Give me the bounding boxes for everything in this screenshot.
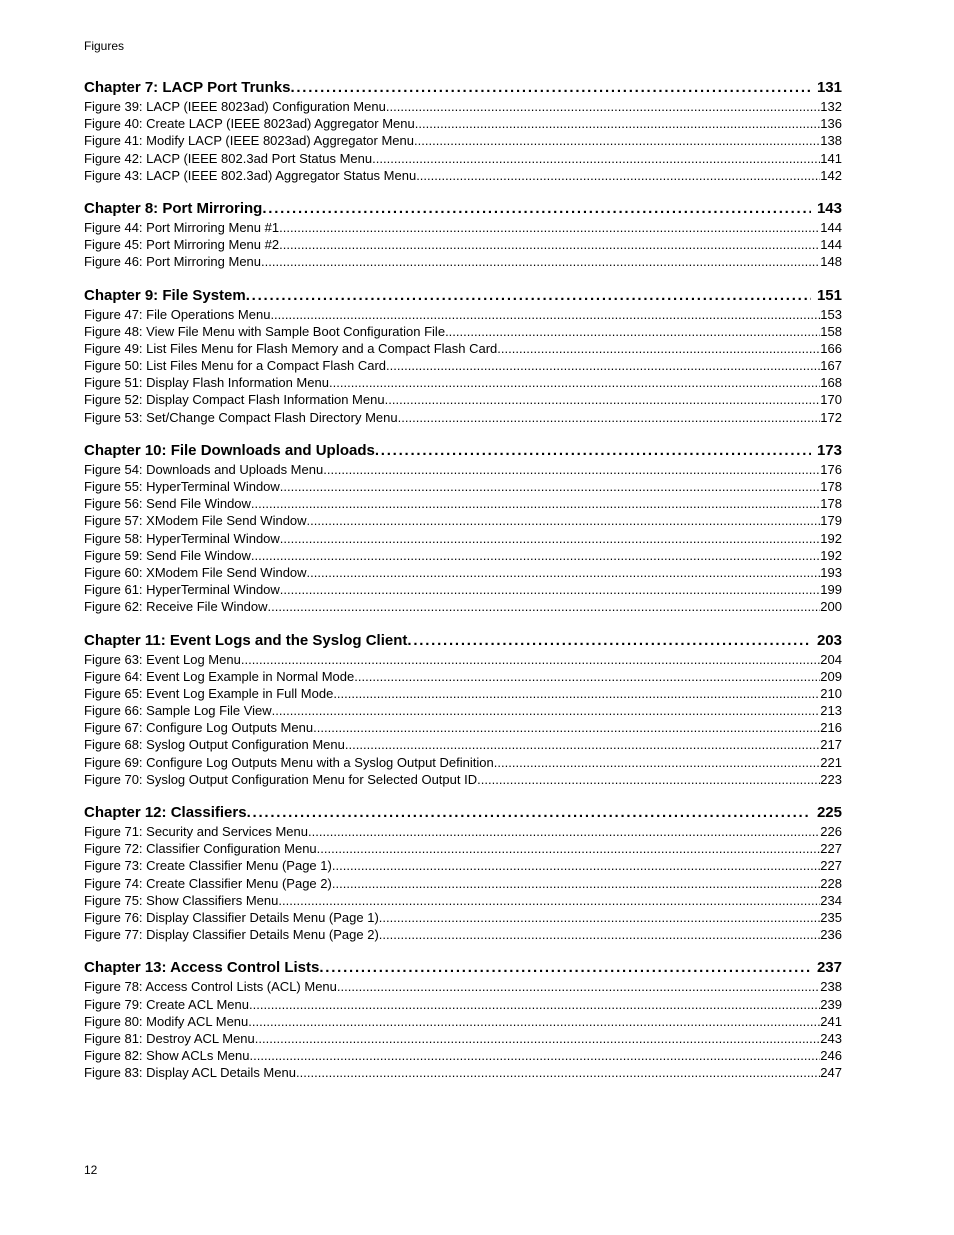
- dot-leader: [332, 857, 820, 874]
- chapter-entry-page: 225: [816, 804, 842, 821]
- figure-entry-title: Figure 65: Event Log Example in Full Mode: [84, 685, 334, 701]
- figure-entry-title: Figure 40: Create LACP (IEEE 8023ad) Aggregator Menu: [84, 116, 415, 132]
- figure-entry-title: Figure 54: Downloads and Uploads Menu: [84, 461, 324, 477]
- figure-entry-page: 192: [820, 547, 842, 563]
- figure-entry-title: Figure 72: Classifier Configuration Menu: [84, 841, 317, 857]
- chapter-entry-title: Chapter 13: Access Control Lists: [84, 959, 320, 977]
- figure-entry[interactable]: [84, 1030, 842, 1047]
- dot-leader: [251, 547, 820, 564]
- figure-entry[interactable]: [84, 219, 842, 236]
- dot-leader: [280, 478, 821, 495]
- figure-entry-title: Figure 57: XModem File Send Window: [84, 513, 307, 529]
- figure-entry-page: 141: [820, 150, 842, 166]
- figure-entry-page: 200: [820, 599, 842, 615]
- figure-entry[interactable]: [84, 1064, 842, 1081]
- dot-leader: [307, 512, 821, 529]
- figure-entry-page: 153: [820, 306, 842, 322]
- dot-leader: [415, 115, 821, 132]
- chapter-entry-page: 151: [816, 286, 842, 304]
- figure-entry[interactable]: [84, 495, 842, 512]
- figure-entry[interactable]: [84, 530, 842, 547]
- figure-entry-title: Figure 53: Set/Change Compact Flash Directory Menu: [84, 409, 398, 425]
- dot-leader: [280, 581, 821, 598]
- figure-entry-page: 167: [820, 358, 842, 374]
- figure-entry-title: Figure 49: List Files Menu for Flash Memory and a Compact Flash Card: [84, 340, 498, 356]
- figure-entry-title: Figure 43: LACP (IEEE 802.3ad) Aggregator Status Menu: [84, 167, 417, 183]
- figure-entry-page: 226: [820, 824, 842, 839]
- figure-entry-page: 136: [820, 116, 842, 132]
- figure-entry[interactable]: [84, 374, 842, 391]
- toc-section: [84, 803, 842, 943]
- figure-entry-page: 168: [820, 375, 842, 391]
- figure-entry-page: 236: [820, 927, 842, 943]
- figure-entry-page: 213: [820, 703, 842, 719]
- figure-entry-page: 192: [820, 530, 842, 546]
- figure-entry[interactable]: [84, 996, 842, 1013]
- figure-entry-page: 216: [820, 720, 842, 736]
- figure-entry[interactable]: [84, 98, 842, 115]
- figure-entry-title: Figure 64: Event Log Example in Normal Mode: [84, 668, 355, 684]
- figure-entry[interactable]: [84, 771, 842, 788]
- figure-entry-title: Figure 73: Create Classifier Menu (Page 1): [84, 858, 332, 874]
- figure-entry-title: Figure 55: HyperTerminal Window: [84, 479, 280, 494]
- figure-entry[interactable]: [84, 1013, 842, 1030]
- figure-entry-page: 235: [820, 909, 842, 925]
- figure-entry[interactable]: [84, 547, 842, 564]
- figure-entry-title: Figure 52: Display Compact Flash Information Menu: [84, 392, 385, 408]
- figure-entry[interactable]: [84, 391, 842, 408]
- dot-leader: [278, 892, 820, 909]
- figure-entry[interactable]: [84, 598, 842, 615]
- chapter-entry-page: 173: [816, 441, 842, 459]
- figure-entry-title: Figure 74: Create Classifier Menu (Page 2): [84, 875, 332, 891]
- dot-leader: [246, 286, 811, 306]
- figure-entry-title: Figure 75: Show Classifiers Menu: [84, 892, 279, 908]
- figure-entry-title: Figure 80: Modify ACL Menu: [84, 1013, 249, 1029]
- figure-entry-title: Figure 45: Port Mirroring Menu #2: [84, 237, 280, 253]
- figure-entry-title: Figure 46: Port Mirroring Menu: [84, 254, 262, 270]
- dot-leader: [416, 167, 820, 184]
- figure-entry-title: Figure 69: Configure Log Outputs Menu with a Syslog Output Definition: [84, 754, 494, 770]
- dot-leader: [337, 978, 820, 995]
- figure-entry-title: Figure 82: Show ACLs Menu: [84, 1048, 250, 1064]
- toc-section: [84, 286, 842, 426]
- figure-entry-title: Figure 50: List Files Menu for a Compact Flash Card: [84, 358, 387, 374]
- dot-leader: [345, 736, 820, 753]
- figure-entry-page: 144: [820, 237, 842, 253]
- dot-leader: [251, 495, 820, 512]
- dot-leader: [379, 909, 821, 926]
- dot-leader: [249, 1047, 820, 1064]
- toc-section: [84, 441, 842, 616]
- dot-leader: [445, 323, 820, 340]
- chapter-entry[interactable]: [84, 286, 842, 306]
- figure-entry-page: 176: [820, 461, 842, 477]
- figure-entry[interactable]: [84, 132, 842, 149]
- figure-entry-page: 179: [820, 513, 842, 529]
- figure-entry-title: Figure 56: Send File Window: [84, 496, 251, 512]
- figure-entry[interactable]: [84, 150, 842, 167]
- figure-entry-title: Figure 81: Destroy ACL Menu: [84, 1030, 255, 1046]
- figure-entry[interactable]: [84, 581, 842, 598]
- dot-leader: [308, 823, 820, 840]
- figure-entry-page: 228: [820, 875, 842, 891]
- figure-entry[interactable]: [84, 1047, 842, 1064]
- dot-leader: [329, 374, 820, 391]
- dot-leader: [262, 199, 811, 219]
- dot-leader: [249, 996, 820, 1013]
- dot-leader: [255, 1030, 821, 1047]
- dot-leader: [354, 668, 820, 685]
- dot-leader: [317, 840, 821, 857]
- figure-entry[interactable]: [84, 892, 842, 909]
- dot-leader: [332, 875, 820, 892]
- dot-leader: [386, 98, 820, 115]
- figure-entry-page: 193: [820, 564, 842, 580]
- figure-entry-page: 199: [820, 582, 842, 598]
- dot-leader: [386, 357, 820, 374]
- figure-entry-page: 246: [820, 1048, 842, 1064]
- dot-leader: [375, 441, 811, 461]
- figure-entry[interactable]: [84, 167, 842, 184]
- dot-leader: [379, 926, 821, 943]
- figure-entry[interactable]: [84, 719, 842, 736]
- running-head: Figures: [84, 39, 125, 53]
- figure-entry-title: Figure 42: LACP (IEEE 802.3ad Port Status Menu: [84, 150, 373, 166]
- figure-entry-page: 178: [820, 479, 842, 494]
- figure-entry-page: 223: [820, 771, 842, 787]
- chapter-entry-page: 237: [816, 959, 842, 977]
- dot-leader: [323, 461, 820, 478]
- figure-entry-title: Figure 58: HyperTerminal Window: [84, 530, 280, 546]
- figure-entry-page: 144: [820, 219, 842, 235]
- dot-leader: [398, 409, 821, 426]
- figure-entry[interactable]: [84, 253, 842, 270]
- table-of-figures: [84, 78, 842, 1096]
- figure-entry[interactable]: [84, 340, 842, 357]
- figure-entry-page: 142: [820, 167, 842, 183]
- figure-entry[interactable]: [84, 926, 842, 943]
- chapter-entry-title: Chapter 11: Event Logs and the Syslog Client: [84, 631, 408, 649]
- toc-section: [84, 958, 842, 1081]
- figure-entry-title: Figure 62: Receive File Window: [84, 599, 268, 615]
- figure-entry-page: 227: [820, 841, 842, 857]
- figure-entry-title: Figure 63: Event Log Menu: [84, 651, 241, 667]
- toc-section: [84, 78, 842, 184]
- chapter-entry[interactable]: [84, 803, 842, 823]
- figure-entry-title: Figure 60: XModem File Send Window: [84, 564, 307, 580]
- figure-entry-title: Figure 68: Syslog Output Configuration Menu: [84, 737, 345, 753]
- figure-entry-page: 204: [820, 651, 842, 667]
- figure-entry-page: 217: [820, 737, 842, 753]
- figure-entry-title: Figure 66: Sample Log File View: [84, 703, 272, 719]
- figure-entry-page: 227: [820, 858, 842, 874]
- dot-leader: [494, 754, 821, 771]
- figure-entry-title: Figure 41: Modify LACP (IEEE 8023ad) Aggregator Menu: [84, 133, 415, 149]
- toc-section: [84, 199, 842, 271]
- chapter-entry-title: Chapter 10: File Downloads and Uploads: [84, 441, 375, 459]
- figure-entry[interactable]: [84, 115, 842, 132]
- figure-entry-page: 158: [820, 323, 842, 339]
- dot-leader: [279, 219, 820, 236]
- figure-entry-page: 238: [820, 979, 842, 995]
- figure-entry-title: Figure 44: Port Mirroring Menu #1: [84, 219, 280, 235]
- figure-entry-title: Figure 83: Display ACL Details Menu: [84, 1065, 296, 1081]
- page-number: 12: [84, 1163, 98, 1177]
- figure-entry-page: 247: [820, 1065, 842, 1081]
- figure-entry-title: Figure 77: Display Classifier Details Menu (Page 2): [84, 927, 379, 943]
- figure-entry-page: 239: [820, 996, 842, 1012]
- chapter-entry-title: Chapter 12: Classifiers: [84, 804, 247, 821]
- dot-leader: [407, 631, 811, 651]
- chapter-entry-title: Chapter 9: File System: [84, 286, 246, 304]
- dot-leader: [333, 685, 820, 702]
- dot-leader: [385, 391, 821, 408]
- figure-entry-title: Figure 70: Syslog Output Configuration Menu for Selected Output ID: [84, 771, 478, 787]
- figure-entry[interactable]: [84, 857, 842, 874]
- figure-entry[interactable]: [84, 357, 842, 374]
- chapter-entry[interactable]: [84, 441, 842, 461]
- figure-entry-page: 221: [820, 754, 842, 770]
- figure-entry[interactable]: [84, 478, 842, 495]
- figure-entry-title: Figure 61: HyperTerminal Window: [84, 582, 280, 598]
- dot-leader: [290, 78, 811, 98]
- chapter-entry-title: Chapter 8: Port Mirroring: [84, 199, 263, 217]
- figure-entry[interactable]: [84, 651, 842, 668]
- dot-leader: [319, 958, 811, 978]
- dot-leader: [313, 719, 820, 736]
- figure-entry-title: Figure 47: File Operations Menu: [84, 306, 271, 322]
- figure-entry[interactable]: [84, 754, 842, 771]
- figure-entry-title: Figure 48: View File Menu with Sample Boot Configuration File: [84, 323, 446, 339]
- dot-leader: [247, 803, 811, 823]
- figure-entry-title: Figure 79: Create ACL Menu: [84, 996, 249, 1012]
- figure-entry-page: 234: [820, 892, 842, 908]
- figure-entry-title: Figure 59: Send File Window: [84, 547, 251, 563]
- figure-entry[interactable]: [84, 668, 842, 685]
- figure-entry-page: 148: [820, 254, 842, 270]
- dot-leader: [414, 132, 820, 149]
- figure-entry[interactable]: [84, 840, 842, 857]
- chapter-entry-page: 131: [816, 79, 842, 96]
- figure-entry[interactable]: [84, 236, 842, 253]
- dot-leader: [307, 564, 821, 581]
- figure-entry[interactable]: [84, 323, 842, 340]
- figure-entry[interactable]: [84, 978, 842, 995]
- figure-entry-page: 166: [820, 340, 842, 356]
- dot-leader: [241, 651, 820, 668]
- figure-entry[interactable]: [84, 409, 842, 426]
- figure-entry-page: 170: [820, 392, 842, 408]
- chapter-entry[interactable]: [84, 631, 842, 651]
- dot-leader: [268, 598, 821, 615]
- figure-entry-title: Figure 76: Display Classifier Details Menu (Page 1): [84, 909, 379, 925]
- figure-entry-title: Figure 78: Access Control Lists (ACL) Menu: [84, 979, 337, 995]
- figure-entry[interactable]: [84, 461, 842, 478]
- dot-leader: [372, 150, 820, 167]
- figure-entry-page: 132: [820, 99, 842, 114]
- figure-entry-title: Figure 51: Display Flash Information Menu: [84, 375, 329, 391]
- chapter-entry-title: Chapter 7: LACP Port Trunks: [84, 79, 291, 96]
- figure-entry-title: Figure 67: Configure Log Outputs Menu: [84, 720, 314, 736]
- figure-entry[interactable]: [84, 564, 842, 581]
- figure-entry-page: 178: [820, 496, 842, 512]
- figure-entry-title: Figure 71: Security and Services Menu: [84, 824, 308, 839]
- dot-leader: [270, 306, 820, 323]
- dot-leader: [477, 771, 820, 788]
- figure-entry-page: 241: [820, 1013, 842, 1029]
- figure-entry[interactable]: [84, 909, 842, 926]
- dot-leader: [248, 1013, 820, 1030]
- dot-leader: [272, 702, 821, 719]
- dot-leader: [279, 236, 820, 253]
- figure-entry[interactable]: [84, 823, 842, 840]
- figure-entry-page: 243: [820, 1030, 842, 1046]
- chapter-entry[interactable]: [84, 199, 842, 219]
- chapter-entry[interactable]: [84, 78, 842, 98]
- figure-entry-page: 210: [820, 685, 842, 701]
- figure-entry-page: 172: [820, 409, 842, 425]
- dot-leader: [497, 340, 820, 357]
- chapter-entry-page: 143: [816, 199, 842, 217]
- chapter-entry[interactable]: [84, 958, 842, 978]
- figure-entry[interactable]: [84, 306, 842, 323]
- figure-entry-page: 138: [820, 133, 842, 149]
- figure-entry[interactable]: [84, 702, 842, 719]
- figure-entry[interactable]: [84, 685, 842, 702]
- figure-entry[interactable]: [84, 736, 842, 753]
- dot-leader: [296, 1064, 820, 1081]
- dot-leader: [280, 530, 821, 547]
- figure-entry[interactable]: [84, 875, 842, 892]
- toc-section: [84, 631, 842, 789]
- figure-entry-title: Figure 39: LACP (IEEE 8023ad) Configuration Menu: [84, 99, 386, 114]
- dot-leader: [261, 253, 820, 270]
- chapter-entry-page: 203: [816, 631, 842, 649]
- figure-entry-page: 209: [820, 668, 842, 684]
- figure-entry[interactable]: [84, 512, 842, 529]
